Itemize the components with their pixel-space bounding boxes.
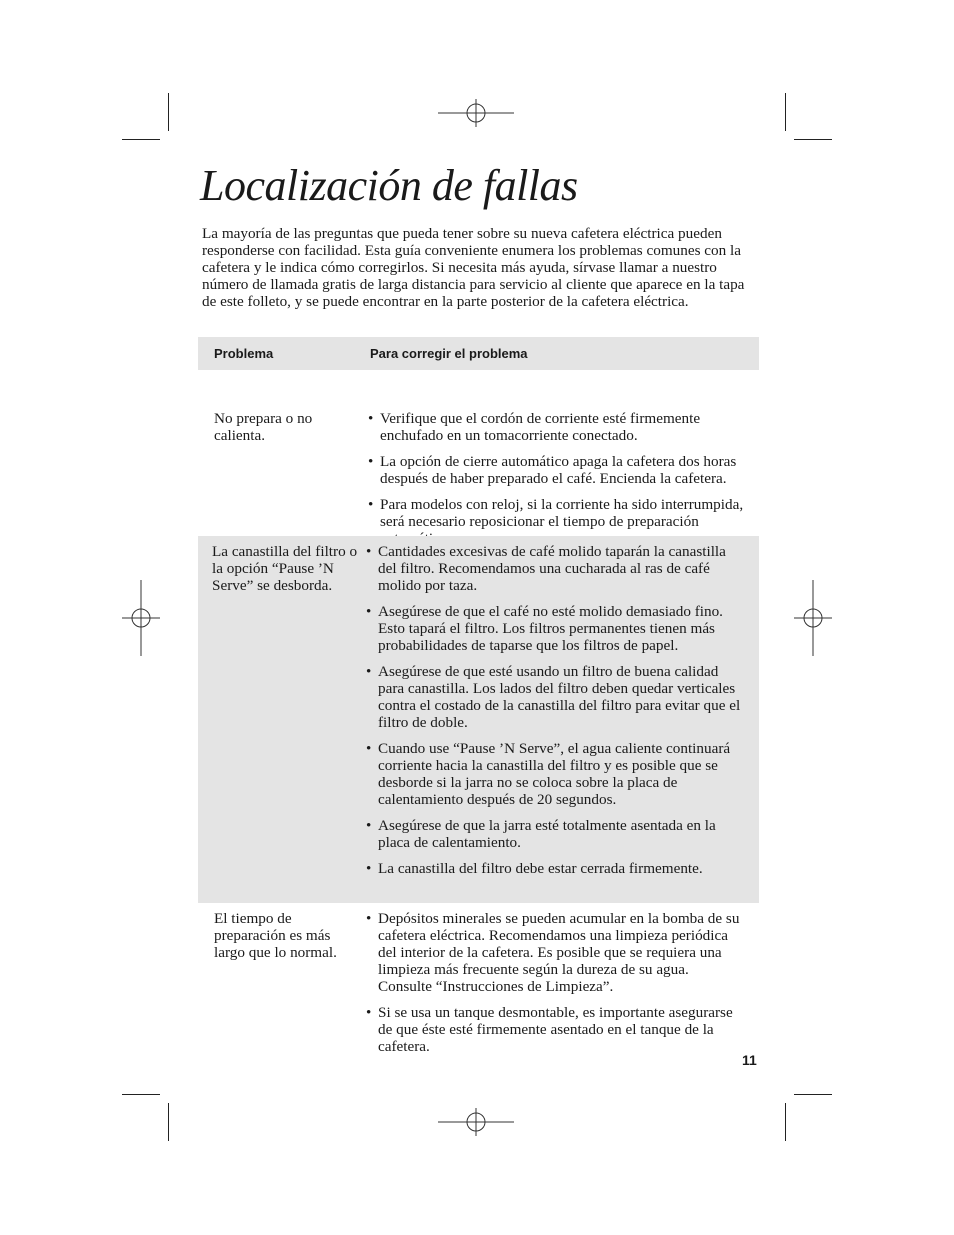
troubleshooting-table	[198, 337, 759, 1053]
solution-list	[366, 543, 744, 886]
list-item: • Depósitos minerales se pueden acumular en la bomba de su cafetera eléctrica. Recomendamos una limpieza periódica del interior de la cafetera. Es posible que se requiera una limpieza más frecuente según la dureza de su agua. Consulte “Instrucciones de Limpieza”.	[366, 910, 740, 995]
list-item: • Cuando use “Pause ’N Serve”, el agua caliente continuará corriente hacia la canastilla del filtro y es posible que se desborde si la jarra no se coloca sobre la placa de calentamiento después de 20 segundos.	[366, 740, 731, 808]
crop-mark	[122, 1094, 160, 1095]
registration-mark-icon	[122, 580, 160, 656]
crop-mark	[785, 1103, 786, 1141]
list-item: • Asegúrese de que esté usando un filtro de buena calidad para canastilla. Los lados del filtro deben quedar verticales contra el costado de la canastilla del filtro para evitar que el filtro de doble.	[366, 663, 741, 731]
list-item: • Si se usa un tanque desmontable, es importante asegurarse de que éste esté firmemente asentado en el tanque de la cafetera.	[366, 1004, 733, 1055]
bullet-icon: •	[368, 496, 374, 513]
bullet-icon: •	[366, 663, 372, 680]
page-title: Localización de fallas	[200, 161, 578, 210]
header-problem: Problema	[214, 346, 274, 361]
table-row	[198, 536, 759, 903]
table-header	[198, 337, 759, 370]
list-item: • Para modelos con reloj, si la corriente ha sido interrumpida, será necesario reposicionar el tiempo de preparación	[368, 496, 744, 530]
problem-cell: El tiempo de preparación es más largo que lo normal.	[214, 910, 337, 961]
bullet-icon: •	[366, 740, 372, 757]
list-item: • Asegúrese de que el café no esté molido demasiado fino. Esto tapará el filtro. Los filtros permanentes tienen más probabilidades de taparse que los filtros de papel.	[366, 603, 723, 654]
bullet-icon: •	[366, 1004, 372, 1021]
list-item: • Verifique que el cordón de corriente esté firmemente enchufado en un tomacorriente conectado.	[368, 410, 701, 444]
bullet-icon: •	[366, 543, 372, 560]
solution-list	[368, 410, 748, 556]
bullet-icon: •	[368, 410, 374, 427]
bullet-icon: •	[366, 817, 372, 834]
intro-paragraph: La mayoría de las preguntas que pueda tener sobre su nueva cafetera eléctrica pueden responderse con facilidad. Esta guía conveniente enumera los problemas comunes con la cafetera y le indica cómo corregirlos. Si necesita más ayuda, sírvase llamar a nuestro número de llamada gratis de larga distancia para servicio al cliente que aparece en la tapa de este folleto, y se puede encontrar en la parte posterior de la cafetera eléctrica.	[202, 225, 745, 310]
bullet-icon: •	[366, 910, 372, 927]
list-item: • Cantidades excesivas de café molido taparán la canastilla del filtro. Recomendamos una cucharada al ras de café molido por taza.	[366, 543, 726, 594]
bullet-icon: •	[366, 603, 372, 620]
header-solution: Para corregir el problema	[370, 346, 528, 361]
crop-mark	[168, 1103, 169, 1141]
crop-mark	[122, 139, 160, 140]
table-row	[198, 370, 759, 536]
crop-mark	[794, 139, 832, 140]
solution-list	[366, 910, 744, 1064]
problem-cell: No prepara o no calienta.	[214, 410, 313, 444]
list-item: • La canastilla del filtro debe estar cerrada firmemente.	[366, 860, 703, 877]
list-item: • Asegúrese de que la jarra esté totalmente asentada en la placa de calentamiento.	[366, 817, 716, 851]
problem-cell: La canastilla del filtro o la opción “Pause ’N Serve” se desborda.	[212, 543, 358, 594]
bullet-icon: •	[366, 860, 372, 877]
page-number: 11	[742, 1052, 757, 1068]
crop-mark	[785, 93, 786, 131]
crop-mark	[168, 93, 169, 131]
crop-mark	[794, 1094, 832, 1095]
list-item: • La opción de cierre automático apaga la cafetera dos horas después de haber preparado el café. Encienda la cafetera.	[368, 453, 737, 487]
table-row	[198, 903, 759, 1053]
registration-mark-icon	[438, 1108, 514, 1136]
registration-mark-icon	[438, 99, 514, 127]
registration-mark-icon	[794, 580, 832, 656]
bullet-icon: •	[368, 453, 374, 470]
